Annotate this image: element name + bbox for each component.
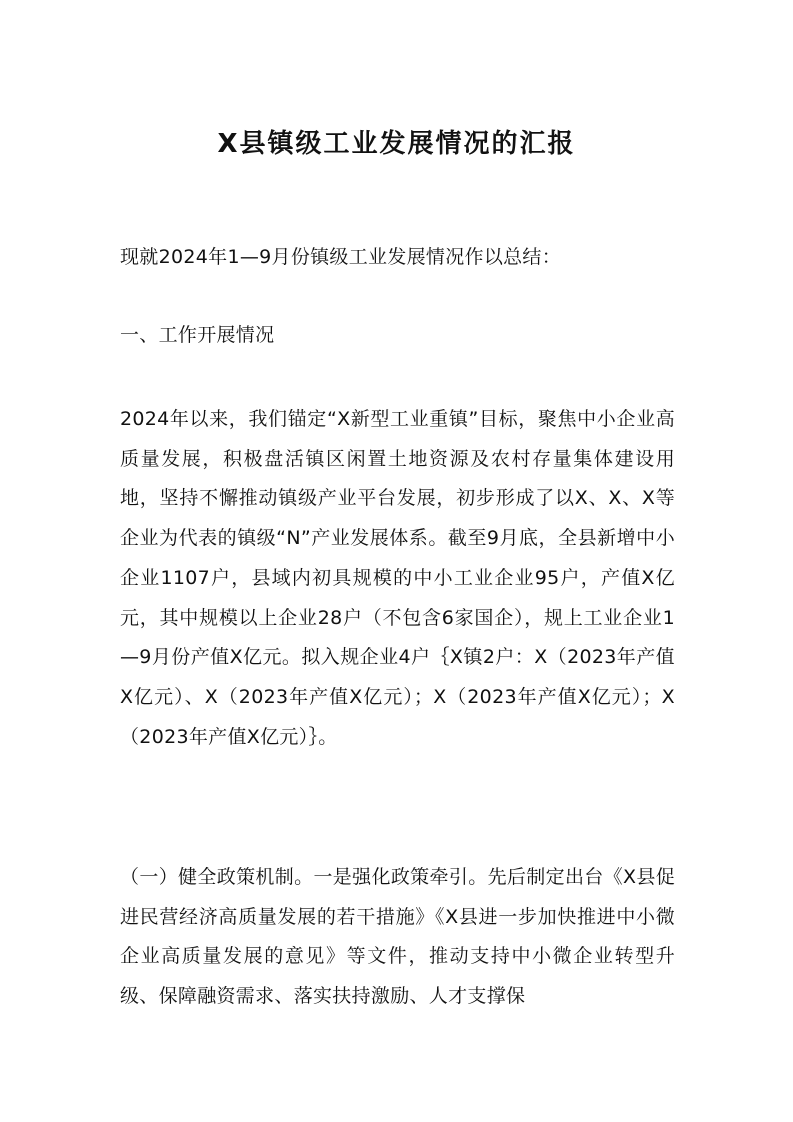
section-heading: 一、工作开展情况 — [120, 324, 275, 346]
body-paragraph: （一）健全政策机制。一是强化政策牵引。先后制定出台《X县促进民营经济高质量发展的若干措施》《X县进一步加快推进中小微企业高质量发展的意见》等文件，推动支持中小微企业转型升级、保障融资需求、落实扶持激励、人才支撑保 — [120, 866, 675, 1008]
document-title: X县镇级工业发展情况的汇报 — [217, 129, 576, 159]
intro-paragraph: 现就2024年1—9月份镇级工业发展情况作以总结： — [120, 246, 562, 268]
body-paragraph: 2024年以来，我们锚定“X新型工业重镇”目标，聚焦中小企业高质量发展，积极盘活镇区闲置土地资源及农村存量集体建设用地，坚持不懈推动镇级产业平台发展，初步形成了以X、X、X等企业为代表的镇级“N”产业发展体系。截至9月底，全县新增中小企业1107户，县域内初具规模的中小工业企业95户，产值X亿元，其中规模以上企业28户（不包含6家国企），规上工业企业1—9月份产值X亿元。拟入规企业4户｛X镇2户：X（2023年产值X亿元）、X（2023年产值X亿元）；X（2023年产值X亿元）；X（2023年产值X亿元）｝。 — [120, 408, 675, 748]
